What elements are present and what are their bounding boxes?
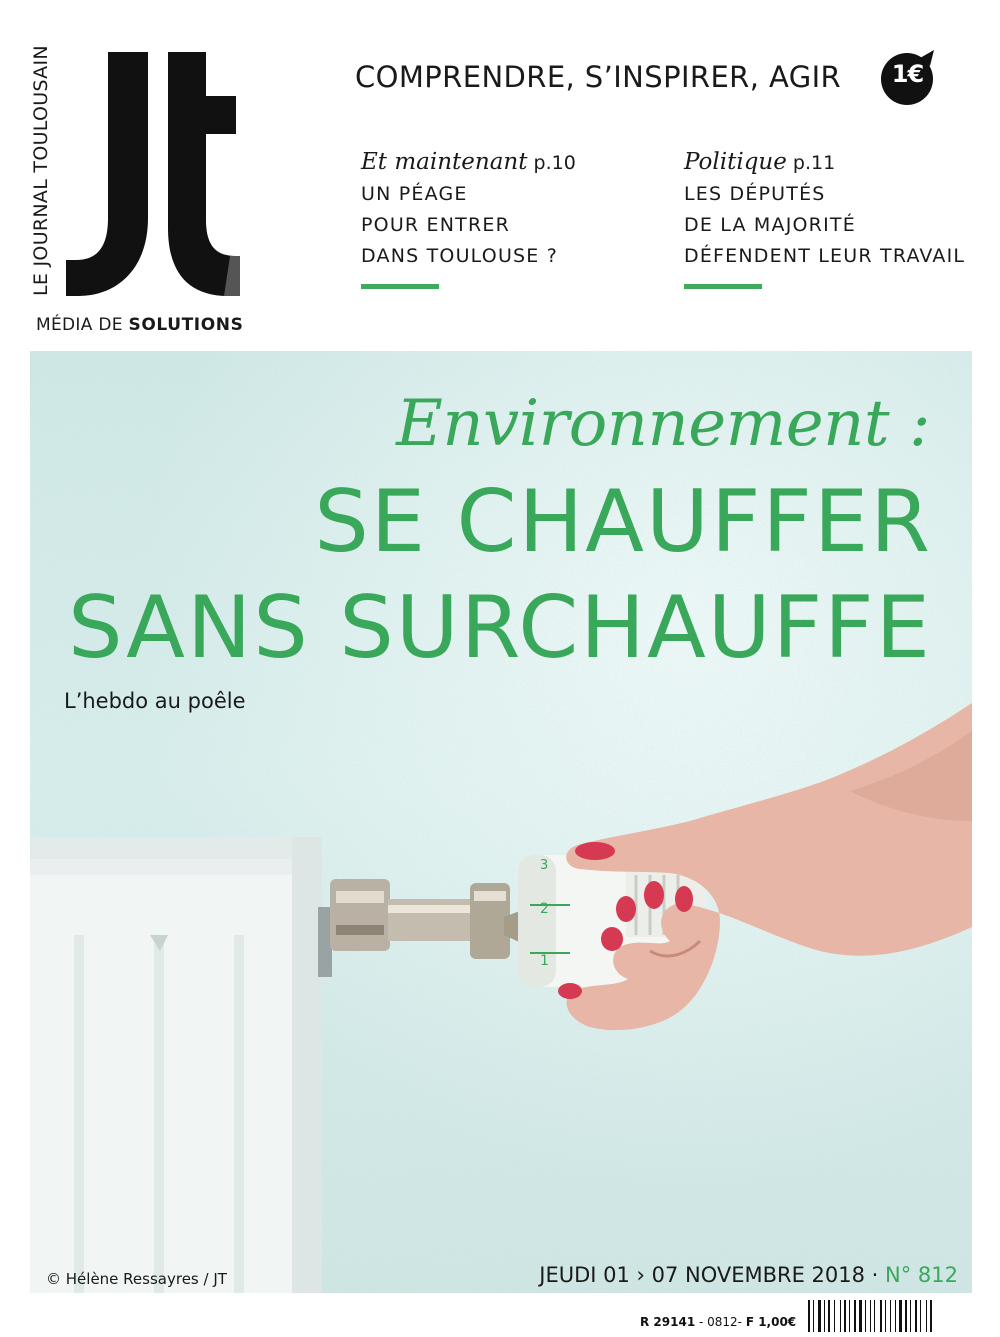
- barcode-bar: [865, 1300, 866, 1332]
- cover-photo: [30, 351, 972, 1293]
- teaser-line: DÉFENDENT LEUR TRAVAIL: [684, 245, 966, 267]
- barcode-bar: [880, 1300, 882, 1332]
- cover-kicker: Environnement :: [396, 387, 930, 461]
- barcode-bar: [870, 1300, 871, 1332]
- media-prefix: MÉDIA DE: [36, 315, 129, 335]
- barcode-bar: [824, 1300, 825, 1332]
- side-title: LE JOURNAL TOULOUSAIN: [30, 45, 52, 296]
- dial-mark-1: 1: [540, 953, 549, 969]
- cover-headline: [68, 469, 932, 681]
- footer-code-price: F 1,00€: [745, 1315, 797, 1329]
- teaser-section: [361, 146, 576, 179]
- teaser-line: DE LA MAJORITÉ: [684, 214, 856, 236]
- teaser-section-name: Et maintenant: [361, 149, 528, 175]
- barcode-bar: [915, 1300, 917, 1332]
- teaser-politique[interactable]: [684, 146, 965, 289]
- valve: [318, 879, 530, 977]
- teaser-section-name: Politique: [684, 149, 787, 175]
- barcode-bar: [844, 1300, 846, 1332]
- footer-code-mid: - 0812-: [695, 1315, 746, 1329]
- teaser-line: DANS TOULOUSE ?: [361, 245, 559, 267]
- teaser-page: p.10: [527, 152, 576, 174]
- barcode-bar: [885, 1300, 886, 1332]
- radiator: [30, 837, 322, 1293]
- barcode-bar: [854, 1300, 856, 1332]
- teaser-section: [684, 146, 965, 179]
- headline-line-2: SANS SURCHAUFFE: [67, 578, 932, 678]
- barcode-bar: [920, 1300, 921, 1332]
- barcode-bar: [834, 1300, 835, 1332]
- barcode-bar: [899, 1300, 902, 1332]
- media-bold: SOLUTIONS: [128, 315, 244, 335]
- footer-code: [640, 1315, 796, 1329]
- teaser-line: LES DÉPUTÉS: [684, 183, 826, 205]
- teaser-rule: [684, 284, 762, 289]
- media-line: [36, 315, 243, 335]
- barcode: [808, 1300, 974, 1332]
- barcode-bar: [813, 1300, 814, 1332]
- teaser-line: UN PÉAGE: [361, 183, 468, 205]
- dial-mark-2: 2: [540, 901, 549, 917]
- price: 1€: [891, 60, 924, 88]
- issue-line: [539, 1263, 958, 1287]
- barcode-bar: [890, 1300, 891, 1332]
- teaser-line: POUR ENTRER: [361, 214, 510, 236]
- barcode-bar: [828, 1300, 830, 1332]
- barcode-bar: [840, 1300, 841, 1332]
- barcode-bar: [818, 1300, 821, 1332]
- jt-logo: [60, 50, 250, 300]
- barcode-bar: [859, 1300, 862, 1332]
- teaser-rule: [361, 284, 439, 289]
- teaser-et-maintenant[interactable]: [361, 146, 576, 289]
- tagline: COMPRENDRE, S’INSPIRER, AGIR: [355, 60, 842, 94]
- footer-code-ref: R 29141: [640, 1315, 696, 1329]
- photo-credit: © Hélène Ressayres / JT: [46, 1270, 227, 1288]
- issue-date: JEUDI 01 › 07 NOVEMBRE 2018 ·: [539, 1263, 886, 1287]
- barcode-bar: [849, 1300, 850, 1332]
- barcode-bar: [910, 1300, 911, 1332]
- dial-mark-3: 3: [540, 858, 549, 873]
- barcode-bar: [926, 1300, 927, 1332]
- barcode-bar: [905, 1300, 907, 1332]
- barcode-bar: [895, 1300, 896, 1332]
- barcode-bar: [930, 1300, 932, 1332]
- barcode-bar: [874, 1300, 875, 1332]
- teaser-page: p.11: [786, 152, 836, 174]
- issue-number: N° 812: [885, 1263, 958, 1287]
- headline-line-1: SE CHAUFFER: [314, 472, 932, 572]
- cover-subhead: L’hebdo au poêle: [64, 689, 246, 713]
- barcode-bar: [808, 1300, 810, 1332]
